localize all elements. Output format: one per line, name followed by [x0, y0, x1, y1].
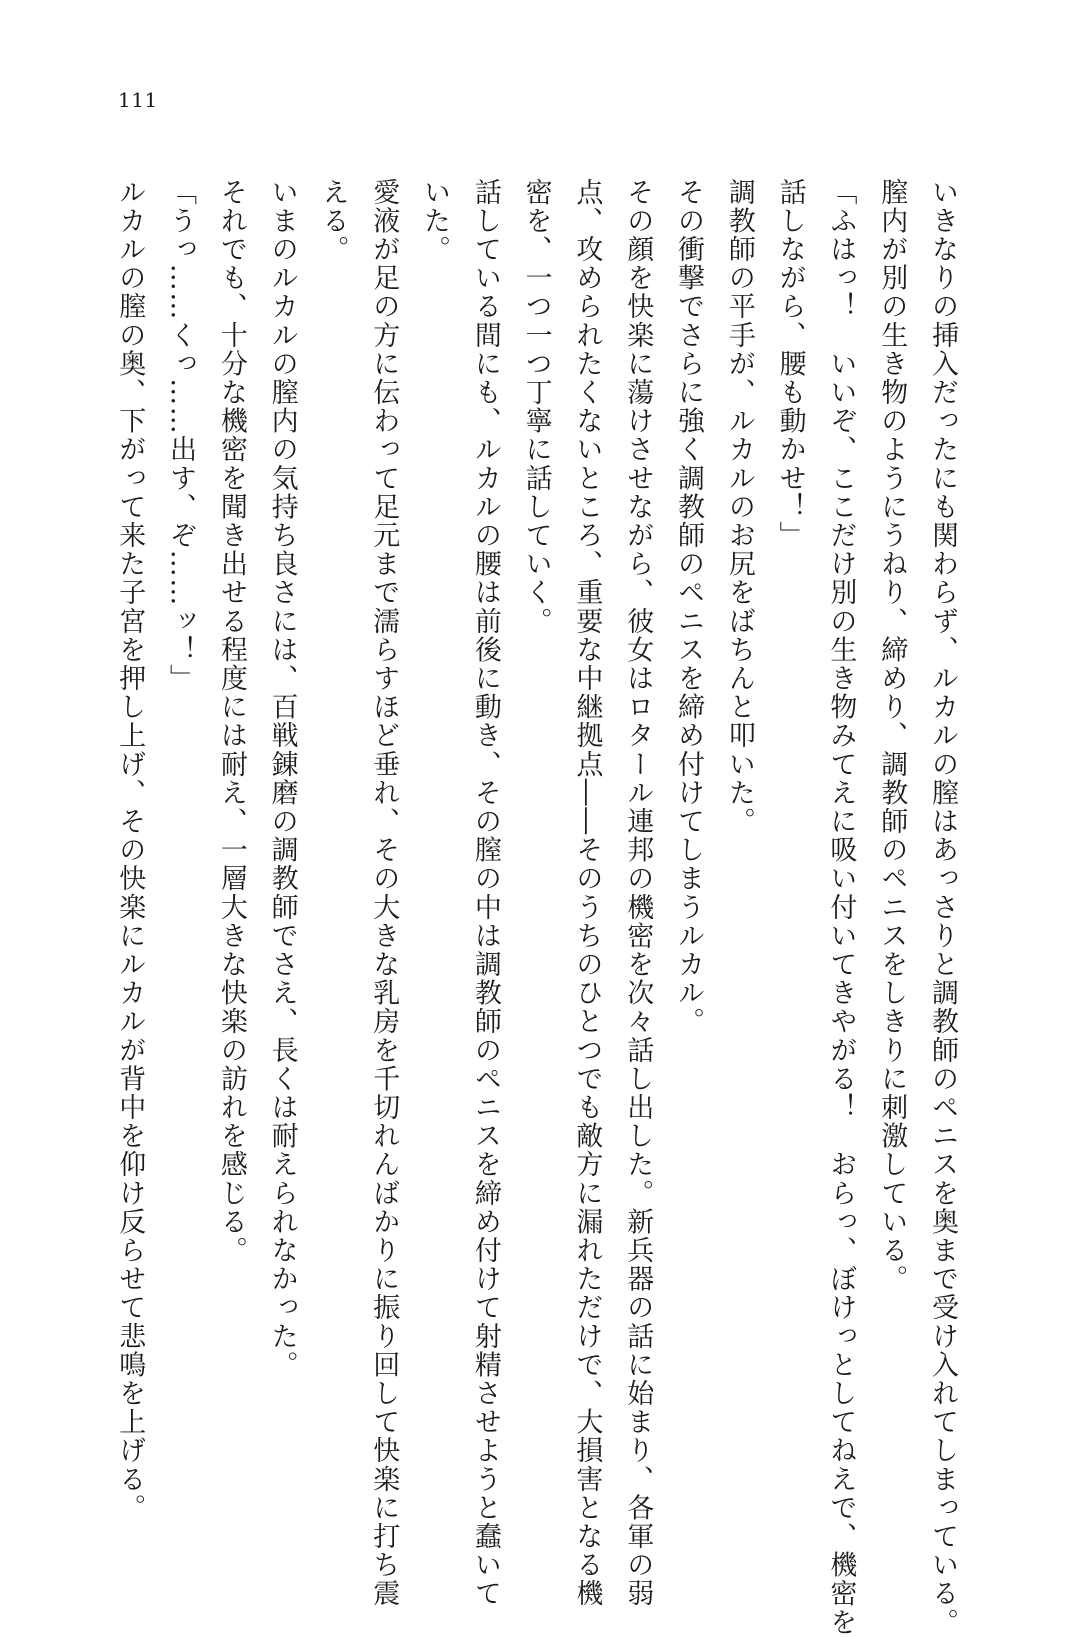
text-line: 話しながら、腰も動かせ！」: [774, 178, 806, 550]
text-line: 愛液が足の方に伝わって足元まで濡らすほど垂れ、その大きな乳房を千切れんばかりに振り回して快楽に打ち震: [368, 178, 400, 1608]
text-line: える。: [317, 178, 349, 264]
text-line: 「うっ……くっ……出す、ぞ……ッ！」: [165, 178, 197, 693]
text-line: いきなりの挿入だったにも関わらず、ルカルの膣はあっさりと調教師のペニスを奥まで受け入れてしまっている。: [927, 178, 958, 1637]
text-line: 「ふはっ！ いいぞ、ここだけ別の生き物みてえに吸い付いてきやがる！ おらっ、ぼけっとしてねえで、機密を: [825, 178, 857, 1637]
text-line: 調教師の平手が、ルカルのお尻をばちんと叩いた。: [723, 178, 755, 836]
text-line: 膣内が別の生き物のようにうねり、締めり、調教師のペニスをしきりに刺激している。: [876, 178, 908, 1294]
text-line: 点、攻められたくないところ、重要な中継拠点――そのうちのひとつでも敵方に漏れただけで、大損害となる機: [571, 178, 603, 1608]
text-line: いまのルカルの膣内の気持ち良さには、百戦錬磨の調教師でさえ、長くは耐えられなかった。: [266, 178, 298, 1380]
text-line: ルカルの膣の奥、下がって来た子宮を押し上げ、その快楽にルカルが背中を仰け反らせて悲鳴を上げる。: [114, 178, 146, 1523]
text-line: その顔を快楽に蕩けさせながら、彼女はロタール連邦の機密を次々話し出した。新兵器の話に始まり、各軍の弱: [622, 178, 654, 1608]
text-line: それでも、十分な機密を聞き出せる程度には耐え、一層大きな快楽の訪れを感じる。: [215, 178, 247, 1265]
body-text: [114, 178, 967, 1637]
page-number: 111: [118, 88, 158, 112]
text-line: 密を、一つ一つ丁寧に話していく。: [520, 178, 552, 636]
text-line: 話している間にも、ルカルの腰は前後に動き、その膣の中は調教師のペニスを締め付けて射精させようと蠢いて: [469, 178, 501, 1608]
text-line: いた。: [419, 178, 451, 264]
text-line: その衝撃でさらに強く調教師のペニスを締め付けてしまうルカル。: [673, 178, 705, 1036]
